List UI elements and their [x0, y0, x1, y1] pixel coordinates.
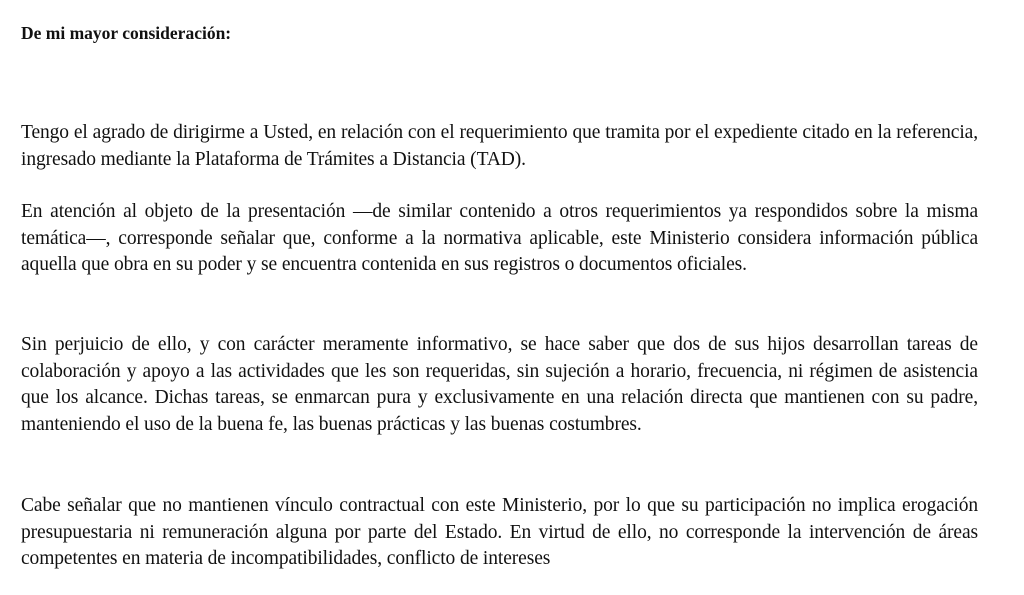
paragraph-informacion-publica: En atención al objeto de la presentación —de similar contenido a otros requerimientos ya respondidos sobre la misma temática—, corresponde señalar que, conforme a la normativa aplicable, este Ministerio considera información pública aquella que obra en su poder y se encuentra contenida en sus registros o documentos oficiales.: [21, 201, 978, 275]
paragraph-vinculo-contractual: Cabe señalar que no mantienen vínculo contractual con este Ministerio, por lo que su participación no implica erogación presupuestaria ni remuneración alguna por parte del Estado. En virtud de ello, no corresponde la intervención de áreas competentes en materia de incompatibilidades, conflicto de intereses: [21, 495, 978, 569]
paragraph-hijos-colaboracion: Sin perjuicio de ello, y con carácter meramente informativo, se hace saber que dos de sus hijos desarrollan tareas de colaboración y apoyo a las actividades que les son requeridas, sin sujeción a horario, frecuencia, ni régimen de asistencia que los alcance. Dichas tareas, se enmarcan pura y exclusivamente en una relación directa que mantienen con su padre, manteniendo el uso de la buena fe, las buenas prácticas y las buenas costumbres.: [21, 334, 978, 435]
salutation: De mi mayor consideración:: [21, 23, 232, 43]
paragraph-tramite: Tengo el agrado de dirigirme a Usted, en relación con el requerimiento que tramita por el expediente citado en la referencia, ingresado mediante la Plataforma de Trámites a Distancia (TAD).: [21, 122, 978, 170]
